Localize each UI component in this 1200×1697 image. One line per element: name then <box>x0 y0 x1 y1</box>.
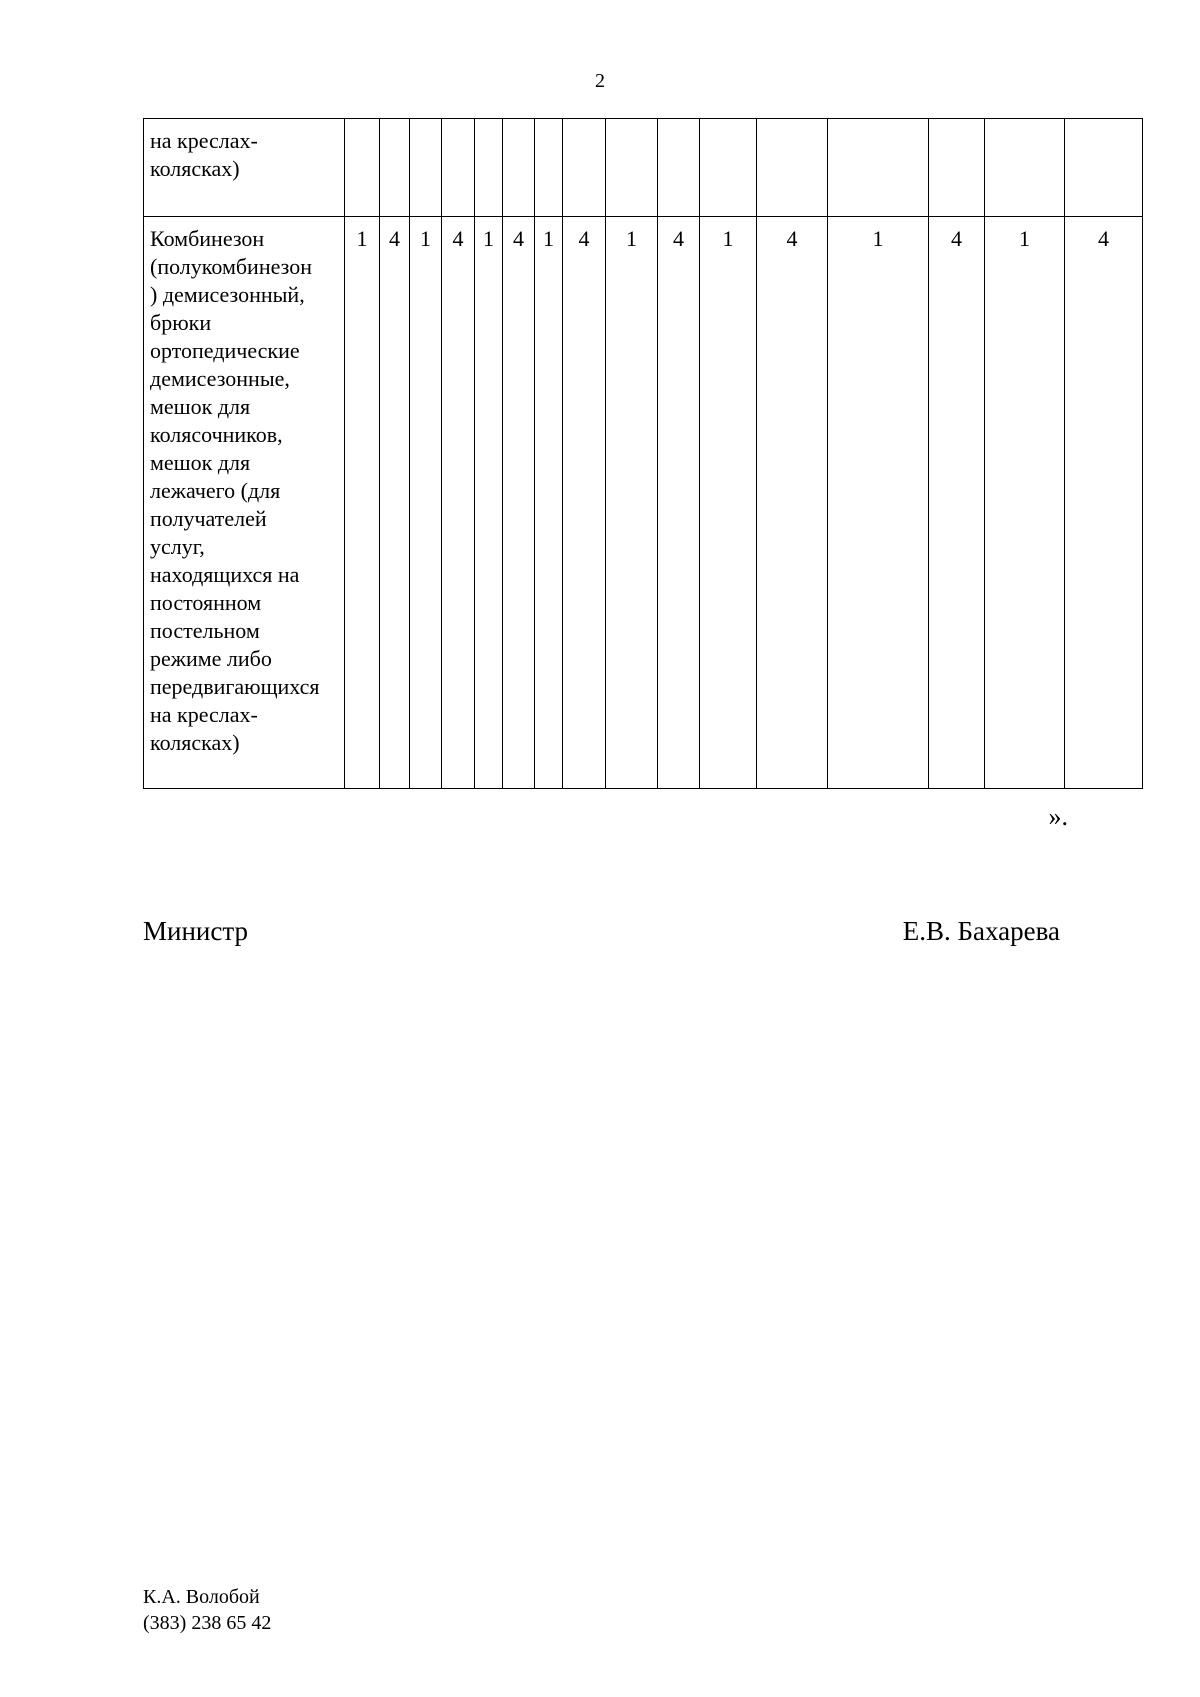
table-cell <box>535 119 563 217</box>
table-cell: 1 <box>345 217 380 789</box>
table-cell <box>345 119 380 217</box>
row-label-text: Комбинезон (полукомбинезон ) демисезонный, брюки ортопедические демисезонные, мешок для колясочников, мешок для лежачего (для получателей услуг, находящихся на постоянном постельном режиме либо передвигающихся на креслах- колясках) <box>150 226 320 755</box>
table-cell <box>985 119 1065 217</box>
table-cell: 4 <box>929 217 985 789</box>
signatory-name: Е.В. Бахарева <box>902 916 1060 946</box>
items-table <box>143 118 1143 789</box>
table-row-label <box>144 119 345 217</box>
table-cell <box>563 119 606 217</box>
page-number: 2 <box>595 70 605 92</box>
table-row <box>144 217 1143 789</box>
table-cell <box>929 119 985 217</box>
table-cell: 4 <box>757 217 828 789</box>
table-cell <box>1065 119 1143 217</box>
table-cell: 1 <box>535 217 563 789</box>
row-label-text: на креслах- колясках) <box>150 128 258 181</box>
table-cell <box>475 119 503 217</box>
table-cell: 4 <box>563 217 606 789</box>
signatory-position: Министр <box>143 916 248 946</box>
table-cell: 1 <box>828 217 929 789</box>
table-cell: 4 <box>1065 217 1143 789</box>
executor-name: К.А. Волобой <box>143 1586 260 1608</box>
table-cell: 4 <box>380 217 410 789</box>
table-cell: 4 <box>442 217 475 789</box>
table-cell <box>503 119 535 217</box>
table-cell <box>658 119 700 217</box>
table-cell <box>606 119 658 217</box>
table-cell: 1 <box>410 217 442 789</box>
table-cell: 1 <box>985 217 1065 789</box>
table-cell <box>700 119 757 217</box>
table-cell <box>757 119 828 217</box>
table-cell <box>410 119 442 217</box>
table-cell: 1 <box>606 217 658 789</box>
table-cell: 4 <box>503 217 535 789</box>
table-cell <box>442 119 475 217</box>
table-cell: 1 <box>700 217 757 789</box>
table-row <box>144 119 1143 217</box>
closing-quote: ». <box>1048 802 1068 831</box>
table-cell: 1 <box>475 217 503 789</box>
table-cell <box>828 119 929 217</box>
table-cell: 4 <box>658 217 700 789</box>
executor-phone: (383) 238 65 42 <box>143 1612 272 1634</box>
table-cell <box>380 119 410 217</box>
table-row-label <box>144 217 345 789</box>
